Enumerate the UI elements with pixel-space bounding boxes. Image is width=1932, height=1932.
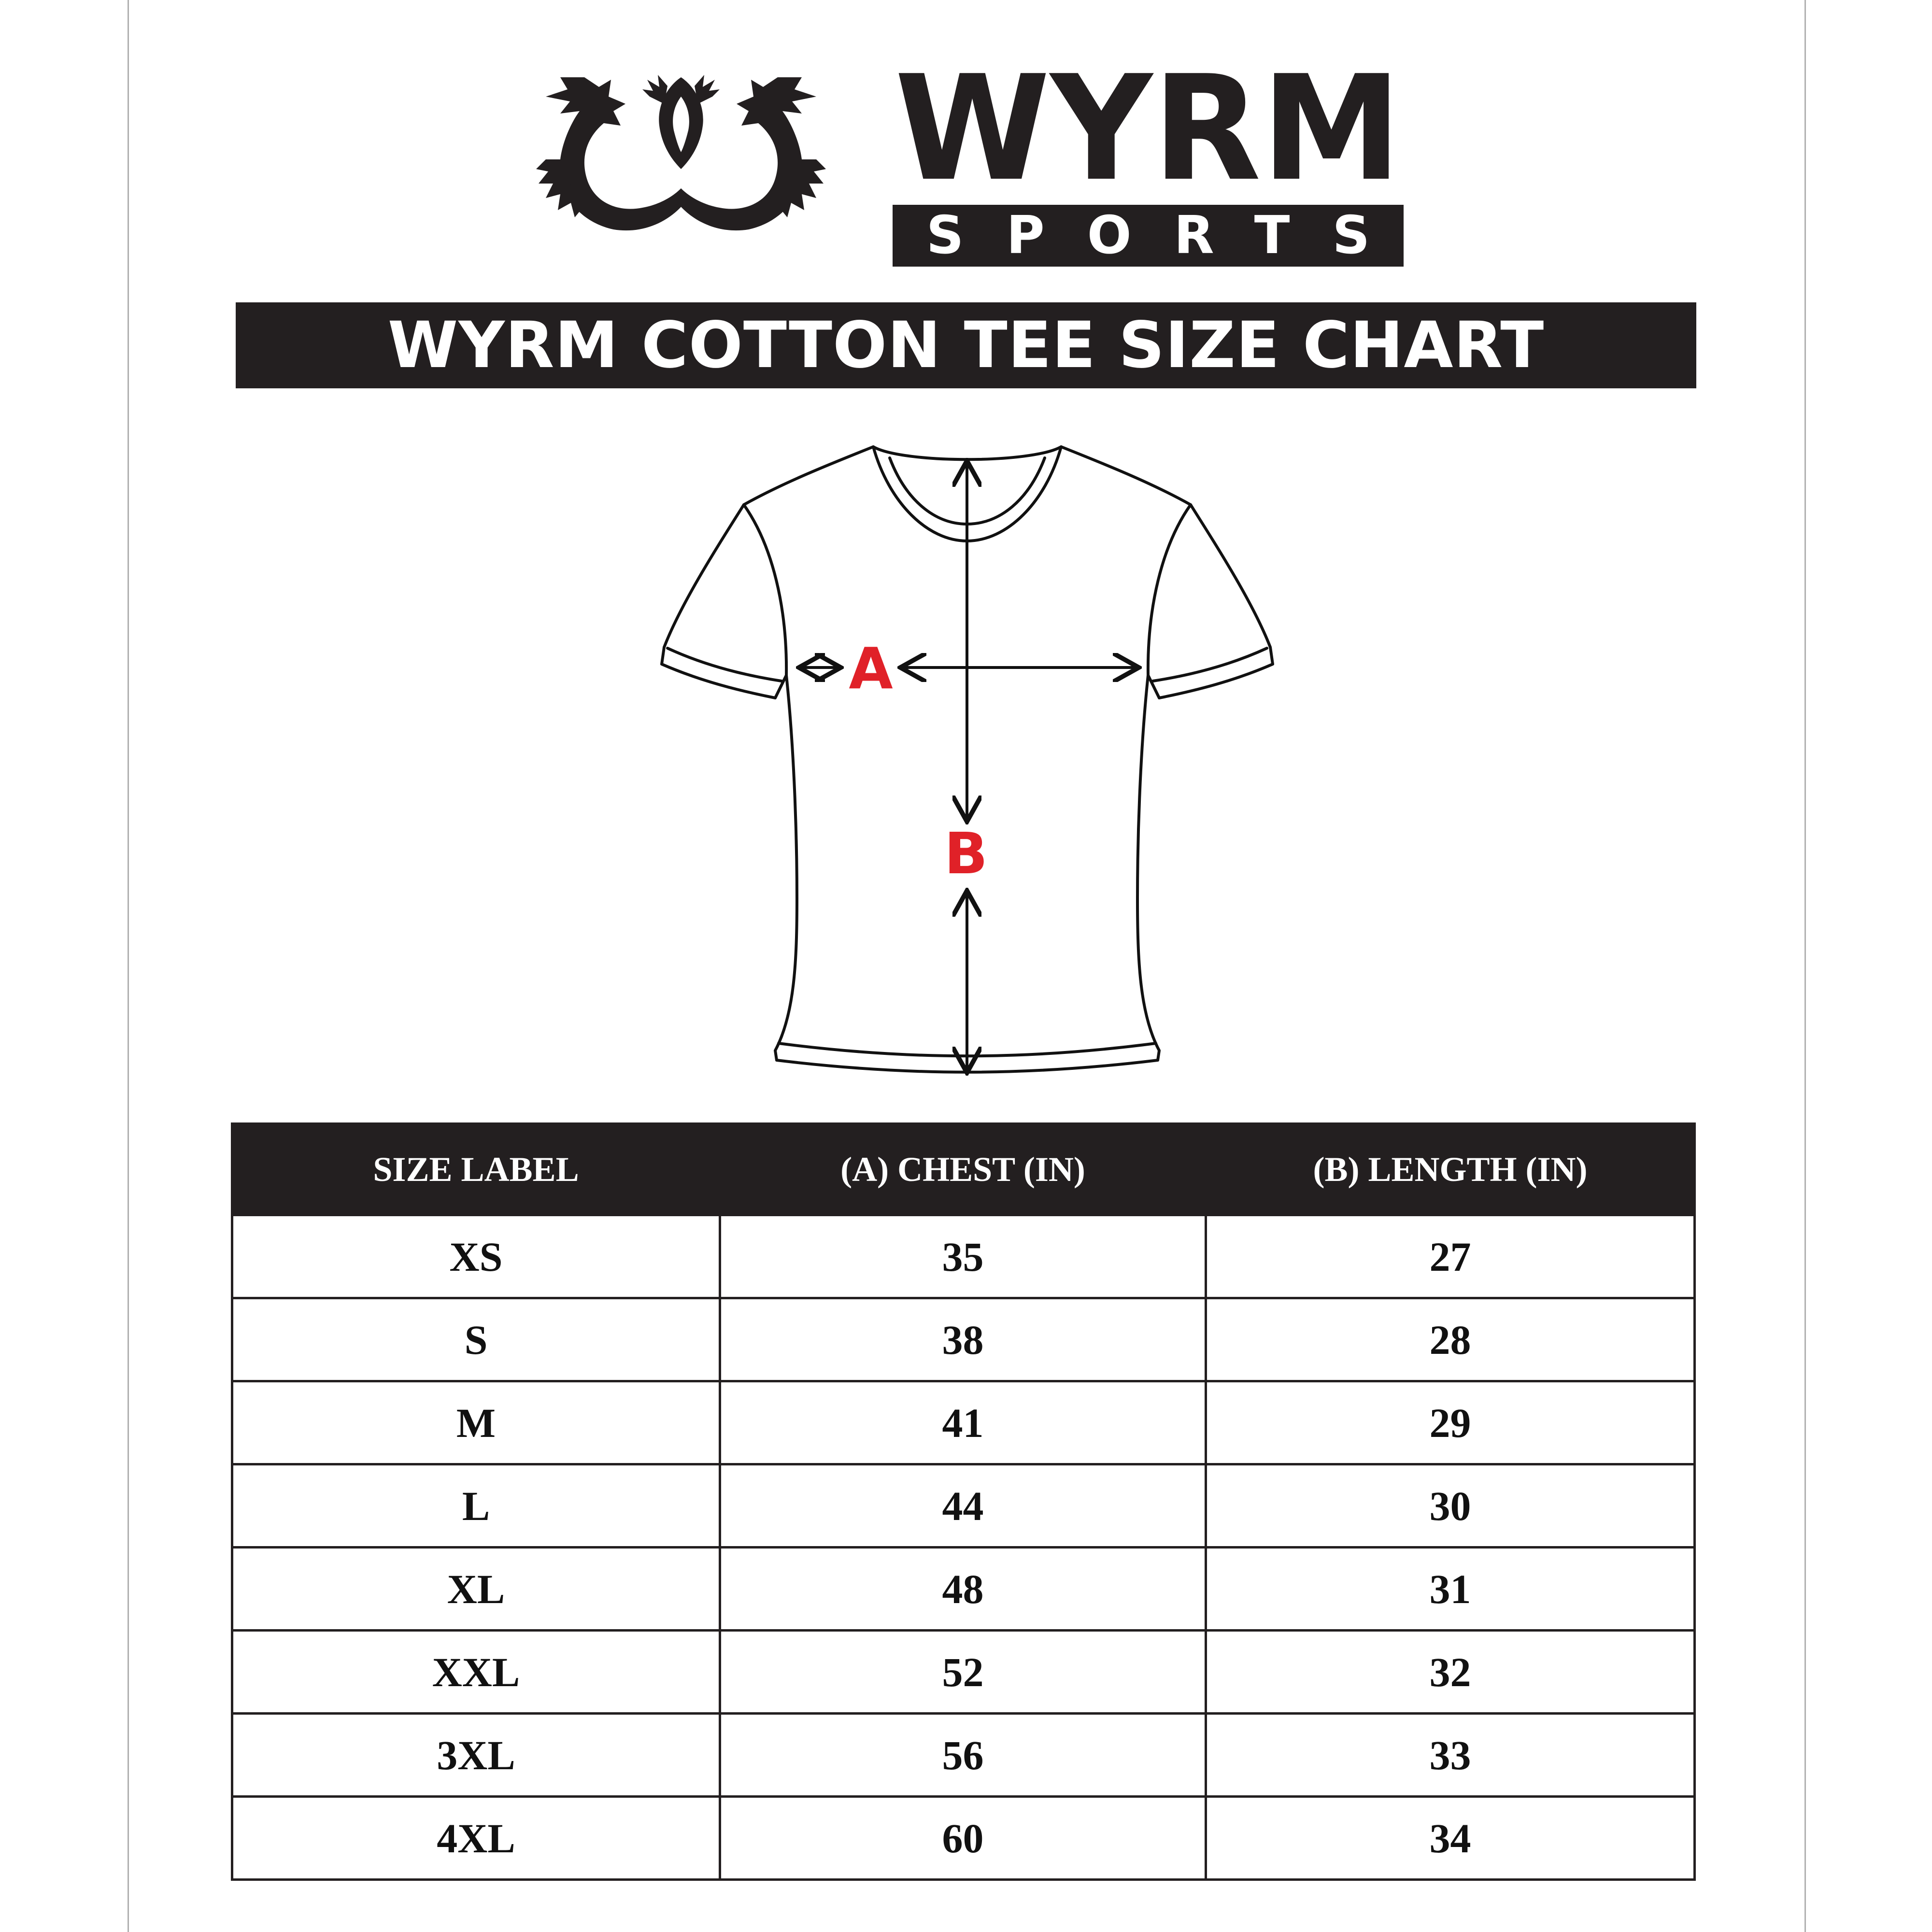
table-row [232, 1298, 1695, 1381]
cell-length: 28 [1206, 1298, 1695, 1381]
cell-size: S [232, 1298, 720, 1381]
cell-chest: 44 [720, 1464, 1206, 1548]
table-row [232, 1464, 1695, 1548]
size-table [231, 1122, 1696, 1881]
cell-length: 32 [1206, 1631, 1695, 1714]
brand-name: WYRM [895, 52, 1402, 192]
cell-size: XXL [232, 1631, 720, 1714]
cell-length: 29 [1206, 1381, 1695, 1464]
brand-sub: SPORTS [926, 205, 1413, 266]
marker-b: B [944, 820, 988, 887]
cell-length: 33 [1206, 1714, 1695, 1797]
table-header-row [232, 1124, 1695, 1215]
cell-chest: 56 [720, 1714, 1206, 1797]
cell-chest: 38 [720, 1298, 1206, 1381]
cell-size: 3XL [232, 1714, 720, 1797]
cell-chest: 41 [720, 1381, 1206, 1464]
page-title: WYRM COTTON TEE SIZE CHART [387, 308, 1545, 383]
marker-a: A [849, 635, 893, 702]
table-row [232, 1215, 1695, 1298]
cell-length: 34 [1206, 1797, 1695, 1880]
cell-chest: 35 [720, 1215, 1206, 1298]
table-row [232, 1714, 1695, 1797]
table-row [232, 1797, 1695, 1880]
cell-chest: 60 [720, 1797, 1206, 1880]
table-row [232, 1381, 1695, 1464]
cell-size: M [232, 1381, 720, 1464]
table-row [232, 1631, 1695, 1714]
header-length: (B) LENGTH (IN) [1206, 1124, 1695, 1215]
cell-chest: 52 [720, 1631, 1206, 1714]
cell-size: L [232, 1464, 720, 1548]
cell-chest: 48 [720, 1548, 1206, 1631]
cell-size: 4XL [232, 1797, 720, 1880]
cell-length: 31 [1206, 1548, 1695, 1631]
cell-length: 30 [1206, 1464, 1695, 1548]
cell-size: XS [232, 1215, 720, 1298]
cell-size: XL [232, 1548, 720, 1631]
header-size-label: SIZE LABEL [232, 1124, 720, 1215]
header-chest: (A) CHEST (IN) [720, 1124, 1206, 1215]
table-row [232, 1548, 1695, 1631]
cell-length: 27 [1206, 1215, 1695, 1298]
